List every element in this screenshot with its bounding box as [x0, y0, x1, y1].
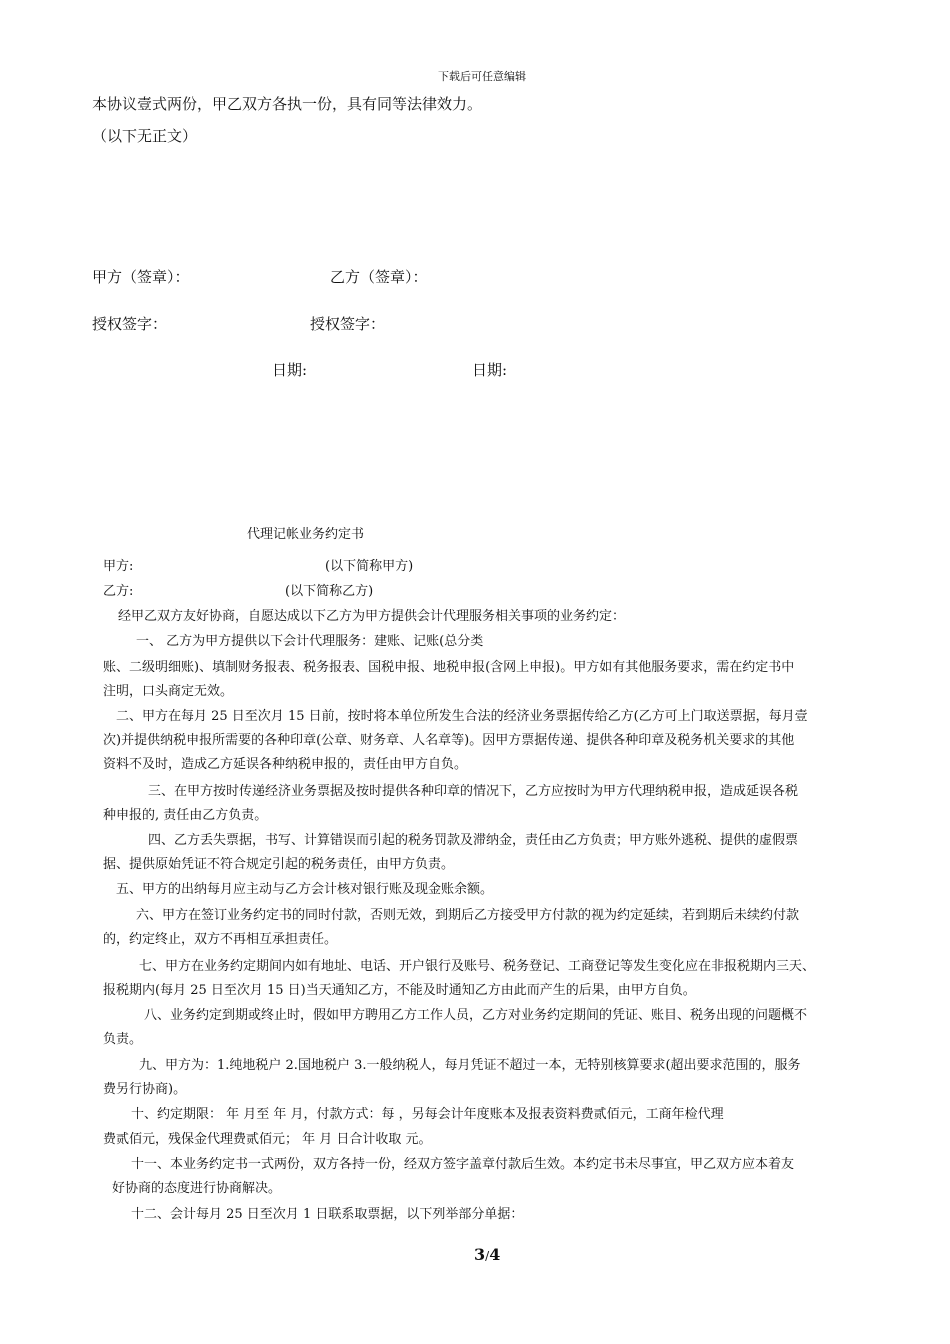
- contract-line: 四、乙方丢失票据，书写、计算错误而引起的税务罚款及滞纳金，责任由乙方负责；甲方账外逃税、提供的虚假票: [148, 833, 799, 848]
- page-separator: /: [485, 1249, 490, 1263]
- page-header-note: 下载后可任意编辑: [438, 70, 526, 83]
- contract-line: 的，约定终止，双方不再相互承担责任。: [103, 932, 338, 947]
- contract-line: 经甲乙双方友好协商，自愿达成以下乙方为甲方提供会计代理服务相关事项的业务约定：: [118, 609, 626, 624]
- contract-line: 账、二级明细账)、填制财务报表、税务报表、国税申报、地税申报(含网上申报)。甲方如有其他服务要求，需在约定书中: [103, 660, 795, 675]
- contract-line: 据、提供原始凭证不符合规定引起的税务责任，由甲方负责。: [103, 857, 455, 872]
- contract-line: 次)并提供纳税申报所需要的各种印章(公章、财务章、人名章等)。因甲方票据传递、提供各种印章及税务机关要求的其他: [103, 733, 795, 748]
- contract-title: 代理记帐业务约定书: [247, 527, 365, 542]
- contract-line: 好协商的态度进行协商解决。: [112, 1181, 282, 1196]
- no-more-text: （以下无正文）: [92, 127, 198, 145]
- contract-line: 三、在甲方按时传递经济业务票据及按时提供各种印章的情况下，乙方应按时为甲方代理纳税申报，造成延误各税: [148, 784, 799, 799]
- date-a-label: 日期:: [272, 361, 308, 379]
- contract-line: 费另行协商)。: [103, 1082, 187, 1097]
- contract-line: 报税期内(每月 25 日至次月 15 日)当天通知乙方，不能及时通知乙方由此而产生的后果，由甲方自负。: [103, 983, 696, 998]
- contract-line: 五、甲方的出纳每月应主动与乙方会计核对银行账及现金账余额。: [116, 882, 494, 897]
- auth-sign-a-label: 授权签字：: [92, 315, 168, 333]
- agreement-copies-text: 本协议壹式两份，甲乙双方各执一份，具有同等法律效力。: [92, 95, 483, 113]
- contract-line: 注明，口头商定无效。: [103, 684, 234, 699]
- contract-party-a-abbr: (以下简称甲方): [325, 559, 414, 574]
- contract-line: 二、甲方在每月 25 日至次月 15 日前，按时将本单位所发生合法的经济业务票据传给乙方(乙方可上门取送票据，每月壹: [116, 709, 808, 724]
- date-b-label: 日期:: [472, 361, 508, 379]
- contract-line: 七、甲方在业务约定期间内如有地址、电话、开户银行及账号、税务登记、工商登记等发生变化应在非报税期内三天、: [139, 959, 816, 974]
- page-total: 4: [489, 1245, 501, 1264]
- party-b-seal-label: 乙方（签章）：: [330, 268, 428, 286]
- contract-line: 六、甲方在签订业务约定书的同时付款，否则无效，到期后乙方接受甲方付款的视为约定延续，若到期后未续约付款: [136, 908, 800, 923]
- contract-line: 费贰佰元，残保金代理费贰佰元； 年 月 日合计收取 元。: [103, 1132, 432, 1147]
- contract-line: 资料不及时，造成乙方延误各种纳税申报的，责任由甲方自负。: [103, 757, 468, 772]
- contract-line: 十二、会计每月 25 日至次月 1 日联系取票据，以下列举部分单据：: [131, 1207, 524, 1222]
- contract-party-b-label: 乙方:: [103, 584, 134, 599]
- contract-line: 九、甲方为：1.纯地税户 2.国地税户 3.一般纳税人，每月凭证不超过一本，无特别核算要求(超出要求范围的，服务: [139, 1058, 801, 1073]
- contract-line: 十一、本业务约定书一式两份，双方各持一份，经双方签字盖章付款后生效。本约定书未尽事宜，甲乙双方应本着友: [131, 1157, 795, 1172]
- party-a-seal-label: 甲方（签章）：: [92, 268, 190, 286]
- page-current: 3: [474, 1245, 486, 1264]
- contract-line: 八、业务约定到期或终止时，假如甲方聘用乙方工作人员，乙方对业务约定期间的凭证、账目、税务出现的问题概不: [144, 1008, 808, 1023]
- contract-line: 负责。: [103, 1032, 143, 1047]
- contract-line: 十、约定期限： 年 月至 年 月，付款方式：每 ，另每会计年度账本及报表资料费贰佰元，工商年检代理: [131, 1107, 724, 1122]
- auth-sign-b-label: 授权签字：: [310, 315, 386, 333]
- contract-line: 种申报的, 责任由乙方负责。: [103, 808, 268, 823]
- contract-line: 一、 乙方为甲方提供以下会计代理服务：建账、记账(总分类: [136, 634, 484, 649]
- contract-party-a-label: 甲方:: [103, 559, 134, 574]
- contract-party-b-abbr: (以下简称乙方): [285, 584, 374, 599]
- page-number: [474, 1245, 500, 1264]
